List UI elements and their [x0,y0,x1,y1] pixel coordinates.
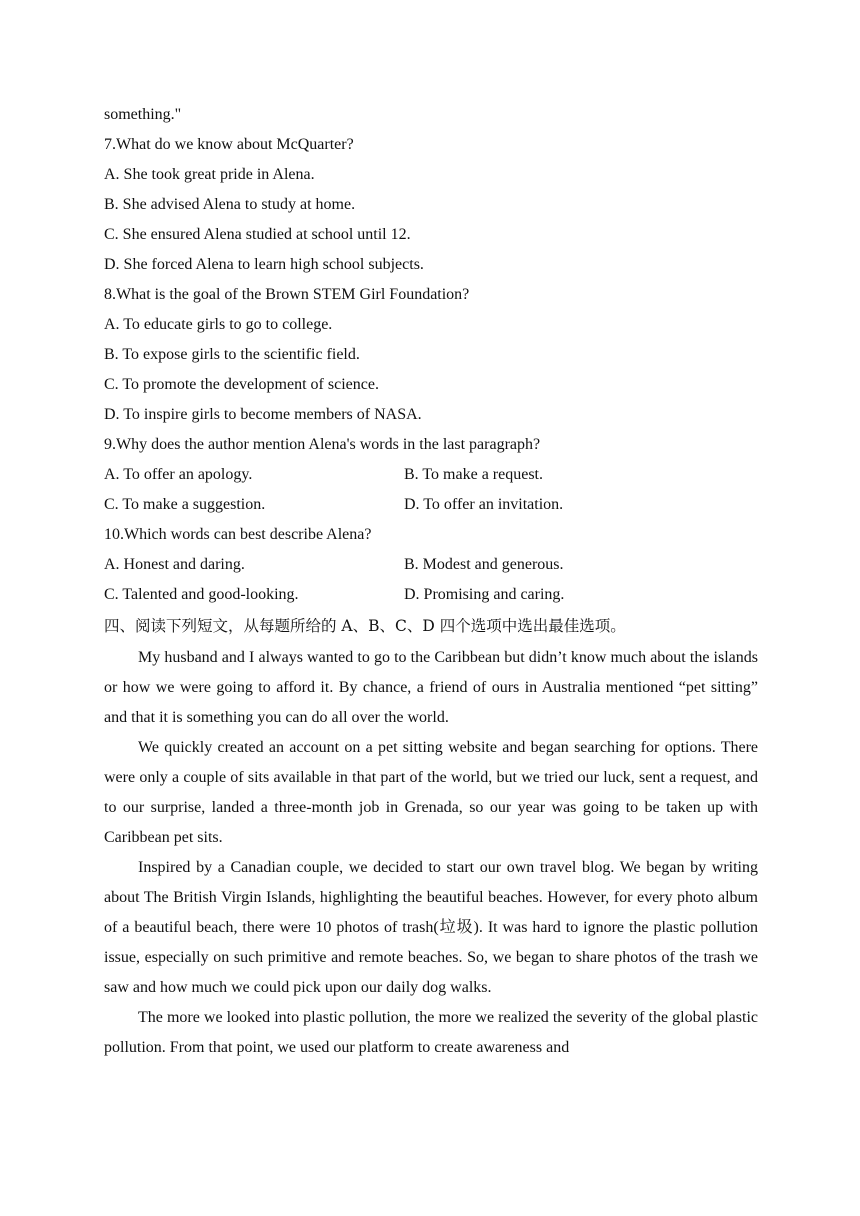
option-a: A. She took great pride in Alena. [104,166,315,183]
option-b: B. To make a request. [404,466,543,483]
passage-paragraph-3: Inspired by a Canadian couple, we decided to start our own travel blog. We began by writing about The British Virgin Islands, highlighting the beautiful beaches. However, for every photo album of a beautiful beach, there were 10 photos of trash(垃圾). It was hard to ignore the plastic pollution issue, especially on such primitive and remote beaches. So, we began to share photos of the trash we saw and how much we could pick upon our daily dog walks. [104,859,758,996]
option-row [104,550,758,580]
option-c: C. To make a suggestion. [104,496,266,513]
option-c: C. She ensured Alena studied at school until 12. [104,226,411,243]
option-d: D. Promising and caring. [404,586,565,603]
previous-passage-fragment: something." [104,106,182,123]
passage-paragraph-4: The more we looked into plastic pollution, the more we realized the severity of the global plastic pollution. From that point, we used our platform to create awareness and [104,1009,758,1056]
option-b: B. Modest and generous. [404,556,564,573]
question-8 [104,280,758,430]
option-b: B. She advised Alena to study at home. [104,196,356,213]
option-d: D. To inspire girls to become members of NASA. [104,406,422,423]
reading-passage [104,643,758,1063]
section-heading: 四、阅读下列短文，从每题所给的 A、B、C、D 四个选项中选出最佳选项。 [104,617,626,635]
option-a: A. Honest and daring. [104,556,245,573]
question-stem: 10.Which words can best describe Alena? [104,526,372,543]
question-stem: 9.Why does the author mention Alena's words in the last paragraph? [104,436,541,453]
option-row [104,490,758,520]
option-a: A. To offer an apology. [104,466,253,483]
option-d: D. To offer an invitation. [404,496,564,513]
option-a: A. To educate girls to go to college. [104,316,333,333]
option-row [104,460,758,490]
question-10 [104,520,758,610]
passage-paragraph-1: My husband and I always wanted to go to the Caribbean but didn’t know much about the islands or how we were going to afford it. By chance, a friend of ours in Australia mentioned “pet sitting” and that it is something you can do all over the world. [104,649,758,726]
document-page [104,100,758,1063]
question-stem: 7.What do we know about McQuarter? [104,136,354,153]
question-7 [104,130,758,280]
passage-paragraph-2: We quickly created an account on a pet sitting website and began searching for options. There were only a couple of sits available in that part of the world, but we tried our luck, sent a request, and to our surprise, landed a three-month job in Grenada, so our year was going to be taken up with Caribbean pet sits. [104,739,758,846]
option-c: C. Talented and good-looking. [104,586,299,603]
question-9 [104,430,758,520]
option-c: C. To promote the development of science. [104,376,379,393]
option-d: D. She forced Alena to learn high school subjects. [104,256,424,273]
question-stem: 8.What is the goal of the Brown STEM Girl Foundation? [104,286,470,303]
option-b: B. To expose girls to the scientific field. [104,346,360,363]
option-row [104,580,758,610]
